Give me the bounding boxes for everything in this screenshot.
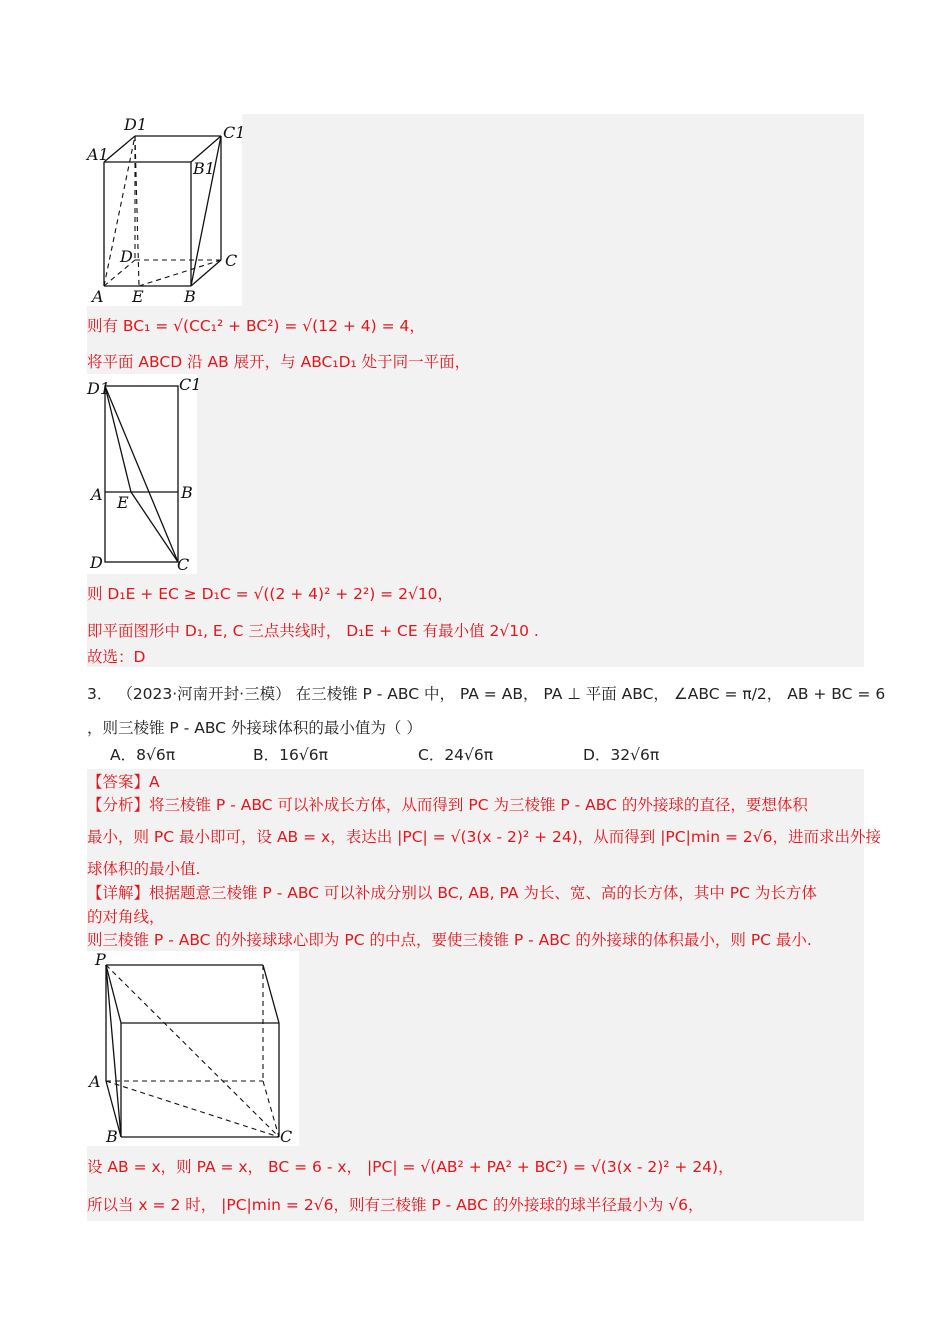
label-C: C	[225, 251, 238, 270]
label-D: D	[90, 553, 103, 572]
option-b[interactable]: B．16√6π	[253, 746, 328, 764]
detail-line-4: 设 AB = x，则 PA = x， BC = 6 - x， |PC| = √(AB² + PA² + BC²) = √(3(x - 2)² + 24)，	[87, 1158, 734, 1176]
label-D1: D1	[87, 379, 111, 398]
box-figure	[87, 951, 299, 1146]
detail-line-2: 的对角线，	[87, 908, 165, 926]
label-A: A	[92, 287, 104, 306]
detail-line-5: 所以当 x = 2 时， |PC|min = 2√6，则有三棱锥 P - ABC 的外接球的球半径最小为 √6，	[87, 1196, 704, 1214]
option-a[interactable]: A．8√6π	[110, 746, 176, 764]
label-B: B	[106, 1127, 118, 1146]
option-d[interactable]: D．32√6π	[583, 746, 660, 764]
label-P: P	[95, 950, 106, 969]
analysis-line-3: 球体积的最小值.	[87, 860, 201, 878]
label-E: E	[117, 493, 129, 512]
label-D: D	[120, 247, 133, 266]
unfold-figure	[87, 374, 202, 574]
label-A: A	[89, 1072, 101, 1091]
line-bc1: 则有 BC₁ = √(CC₁² + BC²) = √(12 + 4) = 4，	[87, 317, 425, 335]
label-D1: D1	[124, 115, 148, 134]
label-A: A	[91, 485, 103, 504]
line-unfold: 将平面 ABCD 沿 AB 展开，与 ABC₁D₁ 处于同一平面，	[87, 353, 471, 371]
question-stem: 在三棱锥 P - ABC 中， PA = AB， PA ⊥ 平面 ABC， ∠ABC = π/2， AB + BC = 6	[295, 685, 886, 703]
label-E: E	[132, 287, 144, 306]
detail-line-1: 【详解】根据题意三棱锥 P - ABC 可以补成分别以 BC, AB, PA 为长、宽、高的长方体，其中 PC 为长方体	[87, 884, 817, 902]
label-C1: C1	[179, 375, 202, 394]
label-B: B	[184, 287, 196, 306]
question-stem-2: ，则三棱锥 P - ABC 外接球体积的最小值为（ ）	[87, 719, 422, 737]
answer: 【答案】A	[87, 773, 160, 791]
label-B: B	[181, 483, 193, 502]
line-inequality: 则 D₁E + EC ≥ D₁C = √((2 + 4)² + 2²) = 2√10，	[87, 585, 454, 603]
prism-figure	[87, 114, 246, 306]
question-number: 3．	[87, 685, 113, 703]
label-C: C	[280, 1127, 293, 1146]
analysis-line-2: 最小，则 PC 最小即可，设 AB = x，表达出 |PC| = √(3(x - 2)² + 24)，从而得到 |PC|min = 2√6，进而求出外接	[87, 828, 881, 846]
label-C1: C1	[223, 123, 246, 142]
label-C: C	[177, 555, 190, 574]
line-choice: 故选：D	[87, 648, 146, 666]
question-stem-1	[87, 683, 885, 705]
detail-line-3: 则三棱锥 P - ABC 的外接球球心即为 PC 的中点，要使三棱锥 P - ABC 的外接球的体积最小，则 PC 最小.	[87, 931, 812, 949]
option-c[interactable]: C．24√6π	[418, 746, 494, 764]
label-B1: B1	[193, 159, 215, 178]
analysis-line-1: 【分析】将三棱锥 P - ABC 可以补成长方体，从而得到 PC 为三棱锥 P - ABC 的外接球的直径，要想体积	[87, 796, 808, 814]
line-collinear: 即平面图形中 D₁, E, C 三点共线时， D₁E + CE 有最小值 2√10 .	[87, 622, 539, 640]
question-source: （2023·河南开封·三模）	[117, 685, 291, 703]
label-A1: A1	[87, 145, 109, 164]
